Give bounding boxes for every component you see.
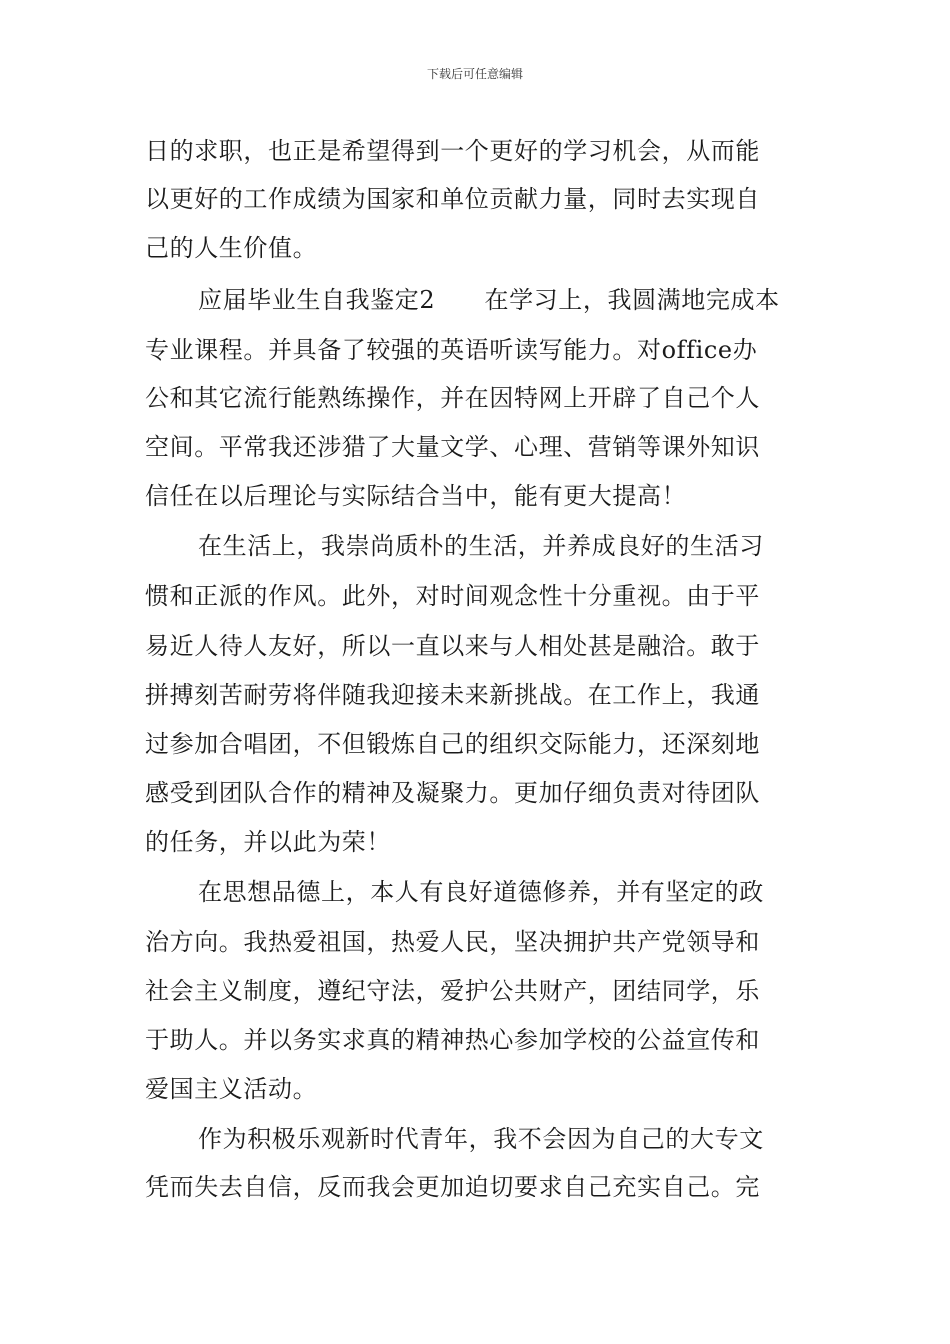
text-line: 应届毕业生自我鉴定2 在学习上，我圆满地完成本 xyxy=(198,286,780,314)
text-line: 公和其它流行能熟练操作，并在因特网上开辟了自己个人 xyxy=(145,384,760,412)
text-line: 于助人。并以务实求真的精神热心参加学校的公益宣传和 xyxy=(145,1026,760,1054)
page-header: 下载后可任意编辑 xyxy=(426,67,523,81)
text-line: 易近人待人友好，所以一直以来与人相处甚是融洽。敢于 xyxy=(145,632,760,660)
text-line: 空间。平常我还涉猎了大量文学、心理、营销等课外知识 xyxy=(145,433,760,461)
text-line: 惯和正派的作风。此外，对时间观念性十分重视。由于平 xyxy=(145,582,760,610)
text-line: 己的人生价值。 xyxy=(145,234,318,262)
text-line: 以更好的工作成绩为国家和单位贡献力量，同时去实现自 xyxy=(145,185,760,213)
text-line: 在思想品德上，本人有良好道德修养，并有坚定的政 xyxy=(198,878,764,906)
text-line: 专业课程。并具备了较强的英语听读写能力。对office办 xyxy=(145,336,758,364)
text-line: 作为积极乐观新时代青年，我不会因为自己的大专文 xyxy=(198,1125,764,1153)
text-line: 的任务，并以此为荣！ xyxy=(145,828,391,856)
text-line: 在生活上，我崇尚质朴的生活，并养成良好的生活习 xyxy=(198,532,764,560)
text-line: 治方向。我热爱祖国，热爱人民，坚决拥护共产党领导和 xyxy=(145,928,760,956)
text-line: 过参加合唱团，不但锻炼自己的组织交际能力，还深刻地 xyxy=(145,730,760,758)
text-line: 信任在以后理论与实际结合当中，能有更大提高！ xyxy=(145,482,687,510)
text-line: 凭而失去自信，反而我会更加迫切要求自己充实自己。完 xyxy=(145,1173,760,1201)
text-line: 拼搏刻苦耐劳将伴随我迎接未来新挑战。在工作上，我通 xyxy=(145,681,760,709)
text-line: 爱国主义活动。 xyxy=(145,1075,318,1103)
text-line: 感受到团队合作的精神及凝聚力。更加仔细负责对待团队 xyxy=(145,779,760,807)
text-line: 日的求职，也正是希望得到一个更好的学习机会，从而能 xyxy=(145,137,760,165)
text-line: 社会主义制度，遵纪守法，爱护公共财产，团结同学，乐 xyxy=(145,977,760,1005)
